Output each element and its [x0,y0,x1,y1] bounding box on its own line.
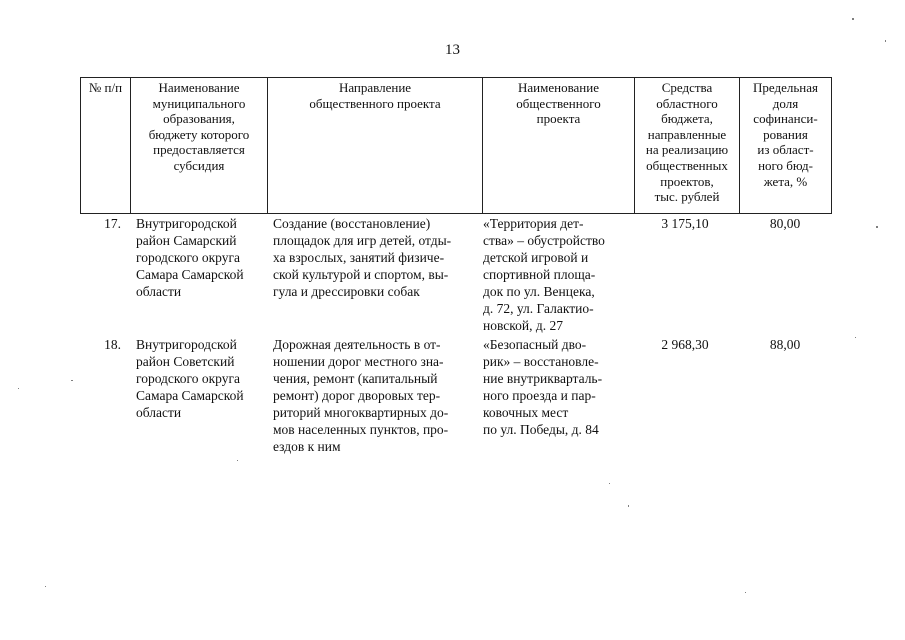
funds-cell: 2 968,30 [661,337,709,352]
scan-speck [609,483,610,484]
share-cell: 80,00 [769,216,801,231]
project-cell: «Территория дет- ства» – обустройство детской игровой и спортивной площа- док по ул. Венцека, д. 72, ул. Галактио- новской, д. 27 [483,216,605,333]
scan-speck [18,388,19,389]
direction-cell: Дорожная деятельность в от- ношении дорог местного зна- чения, ремонт (капитальный ремонт) дорог дворовых тер- риторий многоквартирных до- мов населенных пунктов, про- ездов к ним [273,337,449,454]
page-number: 13 [445,42,460,58]
share-cell: 88,00 [769,337,801,352]
project-cell: «Безопасный дво- рик» – восстановле- ние внутрикварталь- ного проезда и пар- ковочных мест по ул. Победы, д. 84 [483,337,603,437]
funds-cell: 3 175,10 [661,216,709,231]
table-row [80,336,831,466]
scan-speck [71,380,73,381]
scan-speck [237,460,238,461]
header-number: № п/п [81,78,131,214]
scan-speck [876,226,878,228]
header-row [81,78,832,214]
header-funds: Средства областного бюджета, направленные на реализацию общественных проектов, тыс. рублей [635,78,740,214]
scan-speck [628,505,629,507]
header-project: Наименование общественного проекта [483,78,635,214]
scan-speck [855,337,856,338]
header-share: Предельная доля софинанси- рования из област- ного бюд- жета, % [740,78,832,214]
direction-cell: Создание (восстановление) площадок для игр детей, отды- ха взрослых, занятий физиче- ской культурой и спортом, вы- гула и дрессировки собак [273,216,452,299]
scan-speck [852,18,854,20]
row-number: 18. [104,337,121,352]
table-header [80,77,832,214]
header-municipality: Наименование муниципального образования, бюджету которого предоставляется субсидия [131,78,268,214]
header-direction: Направление общественного проекта [268,78,483,214]
table-row [80,215,831,345]
scan-speck [885,40,886,42]
municipality-cell: Внутригородской район Самарский городского округа Самара Самарской области [136,216,244,299]
scan-speck [45,586,46,587]
scan-speck [745,592,746,593]
municipality-cell: Внутригородской район Советский городского округа Самара Самарской области [136,337,244,420]
row-number: 17. [104,216,121,231]
